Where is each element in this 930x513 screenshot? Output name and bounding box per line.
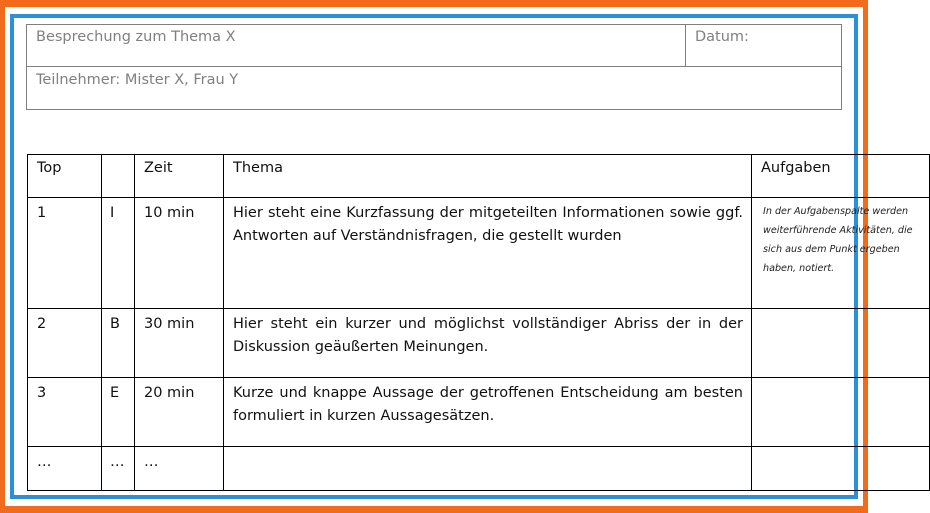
cell-time: 20 min bbox=[135, 378, 224, 447]
column-header-top: Top bbox=[28, 155, 102, 198]
cell-type: … bbox=[102, 447, 135, 491]
cell-top: … bbox=[28, 447, 102, 491]
cell-topic bbox=[224, 447, 752, 491]
cell-topic: Hier steht eine Kurzfassung der mitgeteilten Informationen sowie ggf. Antworten auf Verständnisfragen, die gestellt wurden bbox=[224, 198, 752, 309]
column-header-time: Zeit bbox=[135, 155, 224, 198]
table-row bbox=[28, 378, 930, 447]
cell-top: 2 bbox=[28, 309, 102, 378]
column-header-topic: Thema bbox=[224, 155, 752, 198]
cell-tasks bbox=[752, 447, 930, 491]
cell-type: B bbox=[102, 309, 135, 378]
table-row bbox=[28, 309, 930, 378]
participants-field: Teilnehmer: Mister X, Frau Y bbox=[36, 72, 239, 88]
cell-time: 30 min bbox=[135, 309, 224, 378]
meeting-header bbox=[26, 24, 842, 110]
cell-type: I bbox=[102, 198, 135, 309]
cell-topic: Hier steht ein kurzer und möglichst vollständiger Abriss der in der Diskussion geäußerten Meinungen. bbox=[224, 309, 752, 378]
cell-type: E bbox=[102, 378, 135, 447]
header-title-row bbox=[27, 25, 841, 67]
column-header-type bbox=[102, 155, 135, 198]
cell-time: … bbox=[135, 447, 224, 491]
table-header-row bbox=[28, 155, 930, 198]
table-row bbox=[28, 198, 930, 309]
column-header-tasks: Aufgaben bbox=[752, 155, 930, 198]
cell-time: 10 min bbox=[135, 198, 224, 309]
table-row bbox=[28, 447, 930, 491]
meeting-title: Besprechung zum Thema X bbox=[36, 29, 236, 45]
cell-tasks bbox=[752, 309, 930, 378]
agenda-table bbox=[27, 154, 930, 491]
cell-topic: Kurze und knappe Aussage der getroffenen Entscheidung am besten formuliert in kurzen Aussagesätzen. bbox=[224, 378, 752, 447]
header-divider bbox=[685, 25, 686, 67]
cell-tasks bbox=[752, 378, 930, 447]
tasks-note: In der Aufgabenspalte werden weiterführende Aktivitäten, die sich aus dem Punkt ergeben haben, notiert. bbox=[763, 206, 913, 274]
cell-tasks bbox=[752, 198, 930, 309]
date-label: Datum: bbox=[695, 29, 749, 45]
cell-top: 1 bbox=[28, 198, 102, 309]
cell-top: 3 bbox=[28, 378, 102, 447]
